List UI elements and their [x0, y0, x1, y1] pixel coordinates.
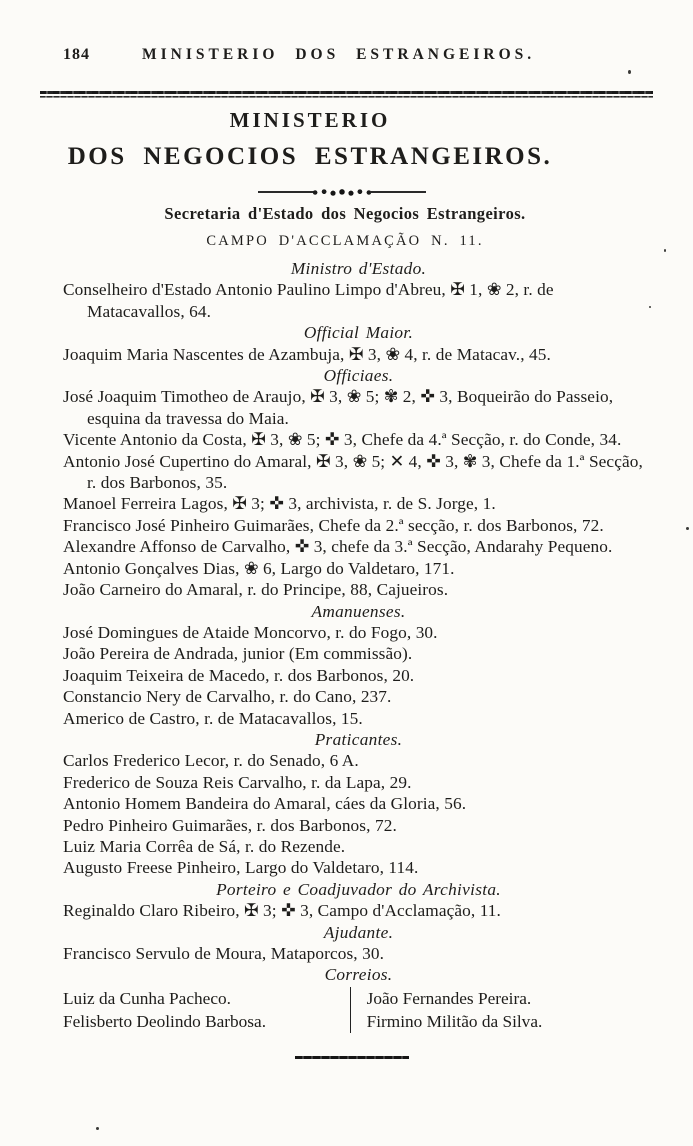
directory-entry: Joaquim Teixeira de Macedo, r. dos Barbonos, 20. — [63, 665, 415, 685]
correios-name: Firmino Militão da Silva. — [366, 1011, 543, 1031]
role-heading: Officiaes. — [323, 366, 394, 386]
directory-entry: Augusto Freese Pinheiro, Largo do Valdetaro, 114. — [63, 858, 419, 878]
correios-name: Felisberto Deolindo Barbosa. — [63, 1011, 267, 1031]
directory-entry: Manoel Ferreira Lagos, ✠ 3; ✜ 3, archivista, r. de S. Jorge, 1. — [63, 494, 496, 514]
directory-entry: Constancio Nery de Carvalho, r. do Cano, 237. — [63, 687, 392, 707]
directory-lines — [63, 258, 654, 986]
running-title: MINISTERIO DOS ESTRANGEIROS. — [142, 46, 536, 63]
scan-speck — [686, 527, 689, 530]
role-heading: Ministro d'Estado. — [290, 259, 427, 278]
ministry-title-line-1: MINISTERIO — [229, 108, 391, 132]
directory-entry: Luiz Maria Corrêa de Sá, r. do Rezende. — [63, 836, 346, 856]
scan-speck — [664, 249, 666, 252]
directory-entry: Pedro Pinheiro Guimarães, r. dos Barbonos, 72. — [63, 815, 397, 835]
correios-name: Luiz da Cunha Pacheco. — [63, 988, 231, 1008]
role-heading: Amanuenses. — [311, 601, 406, 621]
ornament-line-right — [370, 191, 426, 193]
role-heading: Praticantes. — [314, 729, 403, 749]
directory-entry: João Carneiro do Amaral, r. do Principe, 88, Cajueiros. — [63, 580, 449, 600]
directory-entry: Conselheiro d'Estado Antonio Paulino Limpo d'Abreu, ✠ 1, ❀ 2, r. de Matacavallos, 64. — [63, 280, 554, 321]
running-header — [63, 46, 648, 64]
header-double-rule — [40, 91, 653, 98]
directory-entry: Americo de Castro, r. de Matacavallos, 15. — [63, 708, 363, 728]
directory-entry: Carlos Frederico Lecor, r. do Senado, 6 A. — [63, 751, 359, 771]
directory-entry: Antonio José Cupertino do Amaral, ✠ 3, ❀ 5; ✕ 4, ✜ 3, ✾ 3, Chefe da 1.ª Secção, r. dos Barbonos, 35. — [63, 451, 643, 493]
directory-entry: José Domingues de Ataide Moncorvo, r. do Fogo, 30. — [63, 622, 438, 642]
end-of-section-rule — [295, 1056, 409, 1059]
correios-name: João Fernandes Pereira. — [366, 988, 532, 1008]
ornament-knot-icon — [310, 189, 374, 196]
directory-entry: João Pereira de Andrada, junior (Em commissão). — [63, 644, 413, 664]
correios-left-column — [63, 987, 350, 1033]
correios-right-column — [350, 987, 654, 1033]
correios-columns — [63, 987, 654, 1033]
directory-entry: Joaquim Maria Nascentes de Azambuja, ✠ 3, ❀ 4, r. de Matacav., 45. — [63, 344, 551, 364]
directory-entry: Vicente Antonio da Costa, ✠ 3, ❀ 5; ✜ 3, Chefe da 4.ª Secção, r. do Conde, 34. — [63, 430, 622, 450]
scan-speck — [96, 1127, 99, 1130]
directory-entry: Francisco Servulo de Moura, Mataporcos, 30. — [63, 944, 385, 963]
directory-entry: Alexandre Affonso de Carvalho, ✜ 3, chefe da 3.ª Secção, Andarahy Pequeno. — [63, 537, 613, 557]
ornament-line-left — [258, 191, 314, 193]
role-heading: Porteiro e Coadjuvador do Archivista. — [216, 879, 501, 899]
ornament-divider — [258, 188, 426, 196]
address-line: CAMPO D'ACCLAMAÇÃO N. 11. — [206, 233, 484, 249]
secretaria-subtitle: Secretaria d'Estado dos Negocios Estrangeiros. — [164, 204, 526, 223]
directory-entry: Antonio Homem Bandeira do Amaral, cáes da Gloria, 56. — [63, 794, 467, 814]
directory-entry: Frederico de Souza Reis Carvalho, r. da Lapa, 29. — [63, 772, 412, 792]
role-heading: Official Maior. — [303, 323, 414, 343]
directory-body — [63, 258, 654, 1033]
directory-entry: José Joaquim Timotheo de Araujo, ✠ 3, ❀ 5; ✾ 2, ✜ 3, Boqueirão do Passeio, esquina da travessa do Maia. — [63, 387, 614, 428]
role-heading: Correios. — [324, 965, 393, 985]
directory-entry: Reginaldo Claro Ribeiro, ✠ 3; ✜ 3, Campo d'Acclamação, 11. — [63, 901, 501, 921]
ministry-title-line-2: DOS NEGOCIOS ESTRANGEIROS. — [67, 143, 553, 170]
directory-entry: Antonio Gonçalves Dias, ❀ 6, Largo do Valdetaro, 171. — [63, 558, 455, 578]
title-block — [16, 108, 604, 171]
directory-entry: Francisco José Pinheiro Guimarães, Chefe da 2.ª secção, r. dos Barbonos, 72. — [63, 515, 604, 535]
page-number: 184 — [63, 46, 90, 63]
scan-speck — [649, 306, 651, 308]
scan-speck — [628, 70, 631, 74]
role-heading: Ajudante. — [323, 922, 394, 942]
